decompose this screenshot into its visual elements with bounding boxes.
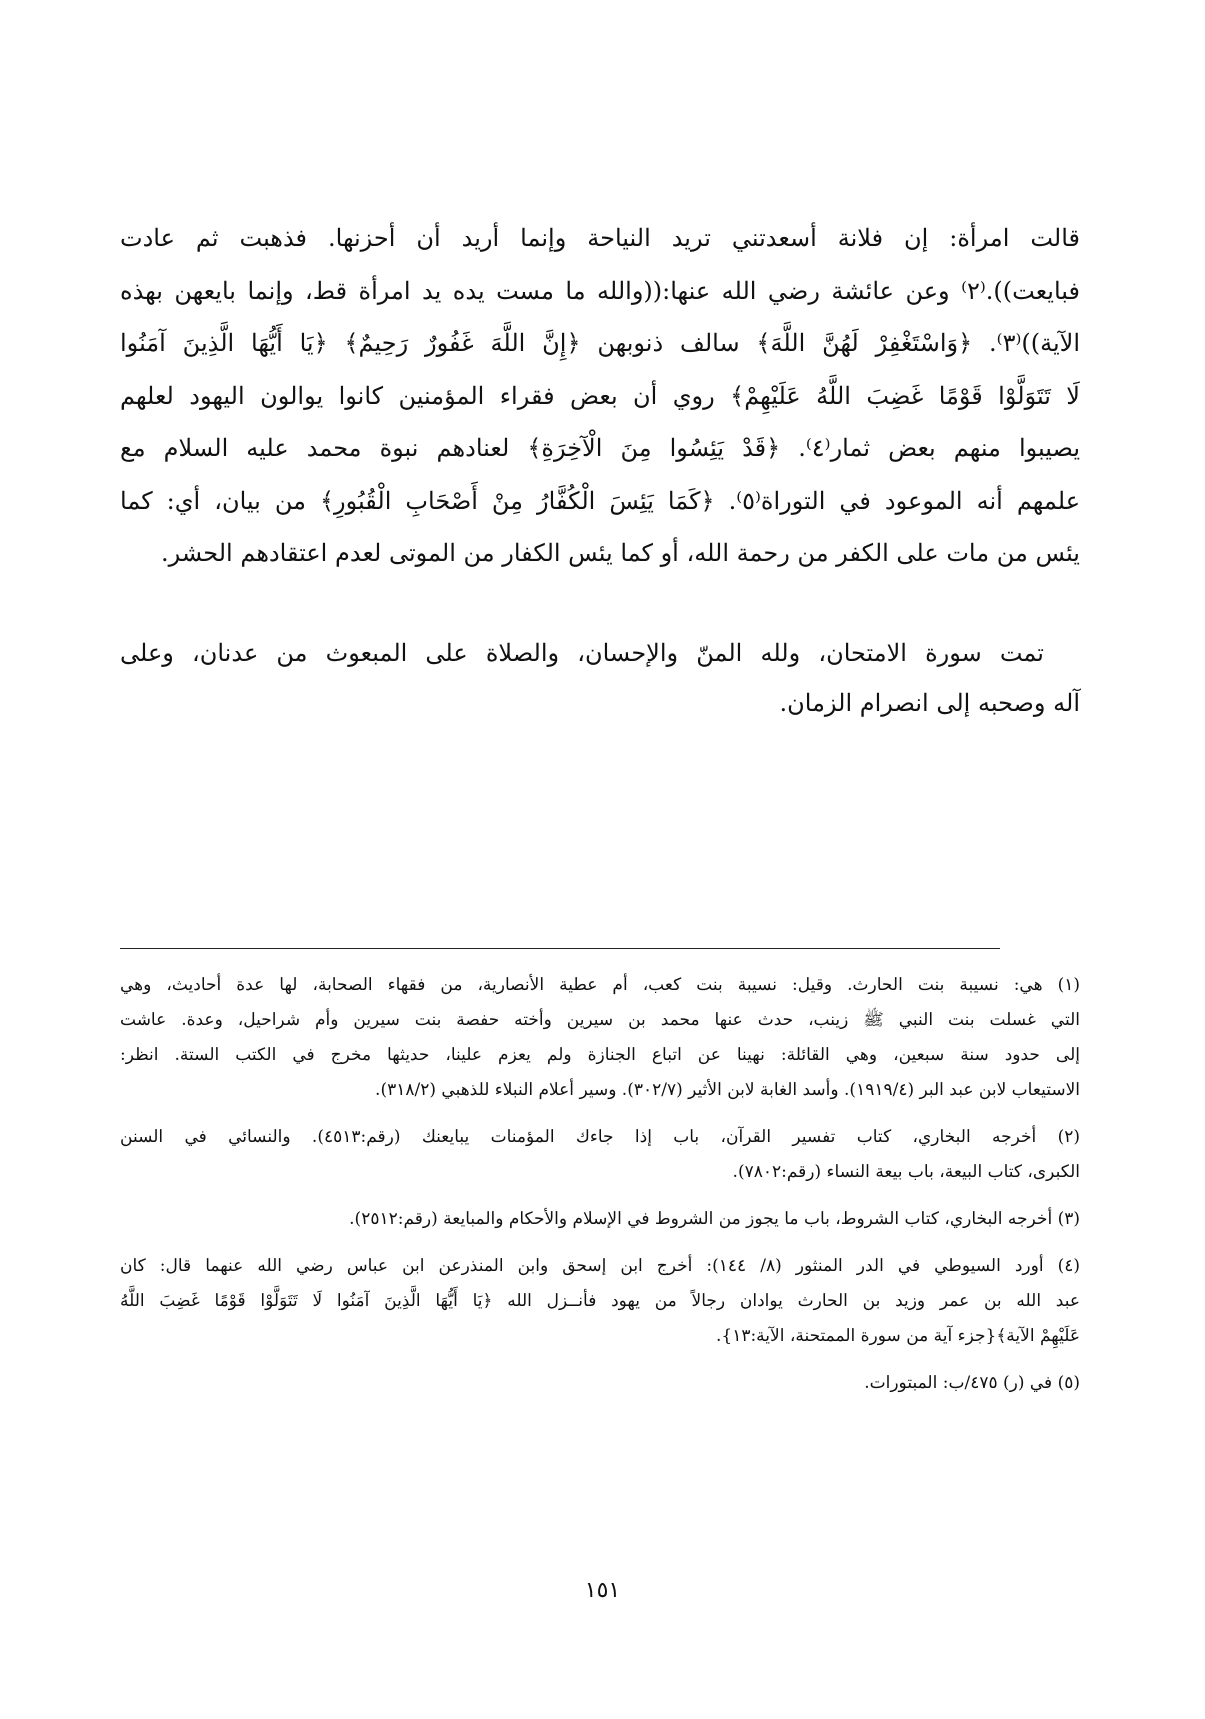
text-line: لَا تَتَوَلَّوْا قَوْمًا غَضِبَ اللَّهُ عَلَيْهِمْ﴾ روي أن بعض فقراء المؤمنين كانوا يوالون اليهود لعلهم — [120, 381, 1080, 410]
footnote-line: عبد الله بن عمر وزيد بن الحارث يوادان رجالاً من يهود فأنــزل الله ﴿يَا أَيُّهَا الَّذِينَ آمَنُوا لَا تَتَوَلَّوْا قَوْمًا غَضِبَ اللَّهُ — [120, 1291, 1080, 1311]
text-line: آله وصحبه إلى انصرام الزمان. — [779, 689, 1080, 717]
main-text-block — [120, 212, 1080, 580]
footnote-5 — [120, 1366, 1080, 1401]
footnote-line: الكبرى، كتاب البيعة، باب بيعة النساء (رقم:٧٨٠٢). — [732, 1162, 1080, 1182]
footnote-2 — [120, 1120, 1080, 1190]
text-line: تمت سورة الامتحان، ولله المنّ والإحسان، والصلاة على المبعوث من عدنان، وعلى — [120, 639, 1044, 667]
text-line: يئس من مات على الكفر من رحمة الله، أو كما يئس الكفار من الموتى لعدم اعتقادهم الحشر. — [160, 539, 1080, 567]
footnote-line: عَلَيْهِمْ الآية﴾{جزء آية من سورة الممتحنة، الآية:١٣}. — [715, 1326, 1080, 1346]
footnote-divider — [120, 948, 1000, 949]
closing-paragraph — [120, 628, 1080, 728]
footnote-line: (١) هي: نسيبة بنت الحارث. وقيل: نسيبة بنت كعب، أم عطية الأنصارية، من فقهاء الصحابة، لها عدة أحاديث، وهي — [120, 975, 1080, 995]
footnote-line: (٢) أخرجه البخاري، كتاب تفسير القرآن، باب إذا جاءك المؤمنات يبايعنك (رقم:٤٥١٣). والنسائي في السنن — [120, 1127, 1080, 1147]
footnote-1 — [120, 968, 1080, 1108]
text-line: الآية))⁽٣⁾. ﴿وَاسْتَغْفِرْ لَهُنَّ اللَّهَ﴾ سالف ذنوبهن ﴿إِنَّ اللَّهَ غَفُورٌ رَحِيمٌ﴾ ﴿يَا أَيُّهَا الَّذِينَ آمَنُوا — [120, 329, 1080, 357]
footnote-line: (٤) أورد السيوطي في الدر المنثور (٨/ ١٤٤): أخرج ابن إسحق وابن المنذرعن ابن عباس رضي الله عنهما قال: كان — [120, 1256, 1080, 1276]
footnote-line: الاستيعاب لابن عبد البر (١٩١٩/٤). وأسد الغابة لابن الأثير (٣٠٢/٧). وسير أعلام النبلاء للذهبي (٣١٨/٢). — [375, 1080, 1080, 1100]
footnote-line: التي غسلت بنت النبي ﷺ زينب، حدث عنها محمد بن سيرين وأخته حفصة بنت سيرين وأم شراحيل، وعدة. عاشت — [120, 1010, 1080, 1030]
text-line: علمهم أنه الموعود في التوراة⁽٥⁾. ﴿كَمَا يَئِسَ الْكُفَّارُ مِنْ أَصْحَابِ الْقُبُورِ﴾ من بيان، أي: كما — [120, 486, 1081, 515]
footnote-3 — [120, 1202, 1080, 1237]
footnote-line: (٥) في (ر) ٤٧٥/ب: المبتورات. — [864, 1373, 1080, 1393]
footnote-line: إلى حدود سنة سبعين، وهي القائلة: نهينا عن اتباع الجنازة ولم يعزم علينا، حديثها مخرج في الكتب الستة. انظر: — [120, 1045, 1080, 1065]
footnotes-section — [120, 968, 1080, 1413]
page-number: ١٥١ — [584, 1578, 621, 1603]
text-line: قالت امرأة: إن فلانة أسعدتني تريد النياحة وإنما أريد أن أحزنها. فذهبت ثم عادت — [120, 224, 1081, 252]
footnote-line: (٣) أخرجه البخاري، كتاب الشروط، باب ما يجوز من الشروط في الإسلام والأحكام والمبايعة (رقم:٢٥١٢). — [349, 1209, 1080, 1229]
text-line: فبايعت)).⁽٢⁾ وعن عائشة رضي الله عنها:((والله ما مست يده يد امرأة قط، وإنما بايعهن بهذه — [120, 276, 1080, 305]
footnote-4 — [120, 1249, 1080, 1354]
text-line: يصيبوا منهم بعض ثمار⁽٤⁾. ﴿قَدْ يَئِسُوا مِنَ الْآخِرَةِ﴾ لعنادهم نبوة محمد عليه السلام مع — [120, 434, 1081, 462]
